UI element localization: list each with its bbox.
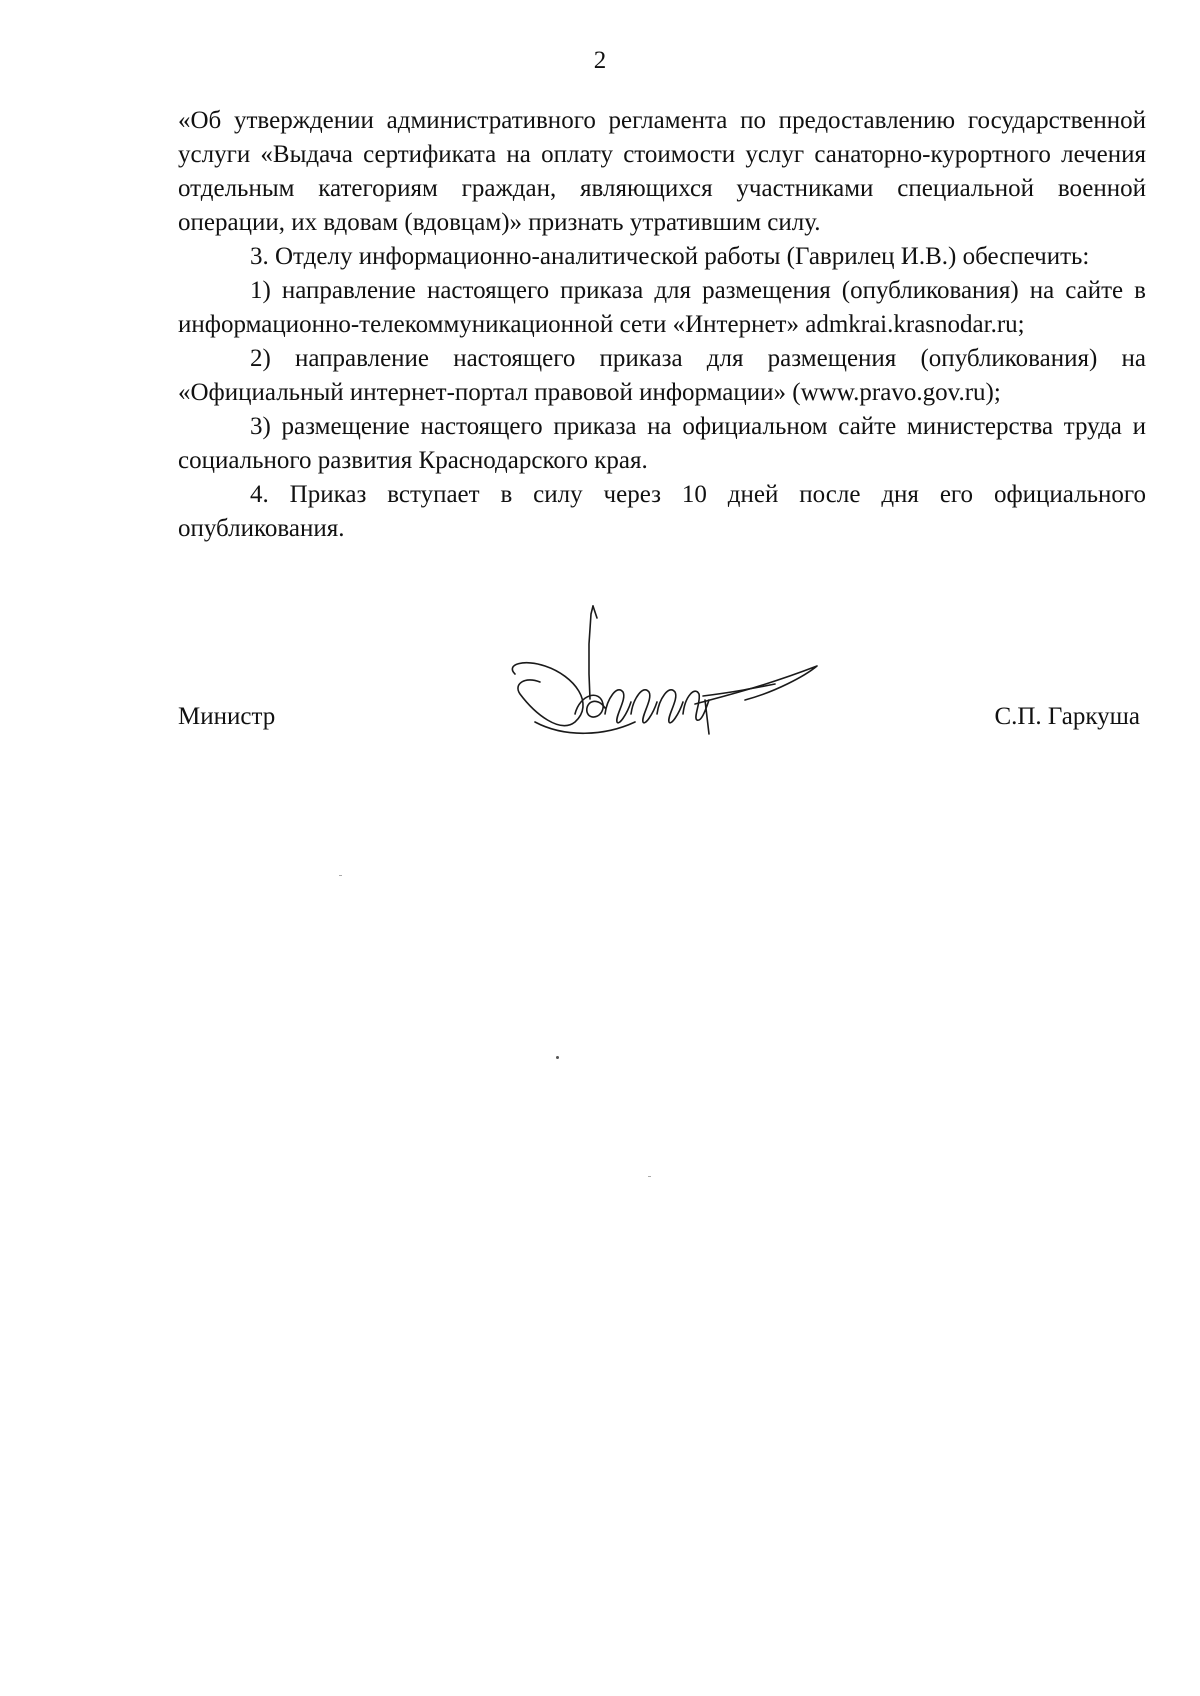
paragraph-3: 3. Отделу информационно-аналитической работы (Гаврилец И.В.) обеспечить: bbox=[250, 243, 1090, 270]
scan-speck bbox=[556, 1056, 559, 1059]
signer-title: Министр bbox=[178, 703, 276, 730]
scan-speck bbox=[339, 875, 342, 876]
handwritten-signature bbox=[505, 604, 825, 749]
paragraph-3-item-1: 1) направление настоящего приказа для размещения (опубликования) на сайте в информационно-телекоммуникационной сети «Интернет» admkrai.krasnodar.ru; bbox=[178, 277, 1146, 338]
page-number: 2 bbox=[593, 47, 607, 74]
scan-speck bbox=[648, 1176, 651, 1177]
paragraph-3-item-3: 3) размещение настоящего приказа на официальном сайте министерства труда и социального развития Краснодарского края. bbox=[178, 413, 1146, 474]
signer-name: С.П. Гаркуша bbox=[994, 703, 1140, 730]
paragraph-4: 4. Приказ вступает в силу через 10 дней после дня его официального опубликования. bbox=[178, 481, 1146, 542]
paragraph-1-continuation: «Об утверждении административного регламента по предоставлению государственной услуги «Выдача сертификата на оплату стоимости услуг санаторно-курортного лечения отдельным категориям граждан, являющихся участниками специальной военной операции, их вдовам (вдовцам)» признать утратившим силу. bbox=[178, 107, 1146, 236]
document-body bbox=[178, 104, 1146, 546]
paragraph-3-item-2: 2) направление настоящего приказа для размещения (опубликования) на «Официальный интернет-портал правовой информации» (www.pravo.gov.ru); bbox=[178, 345, 1146, 406]
